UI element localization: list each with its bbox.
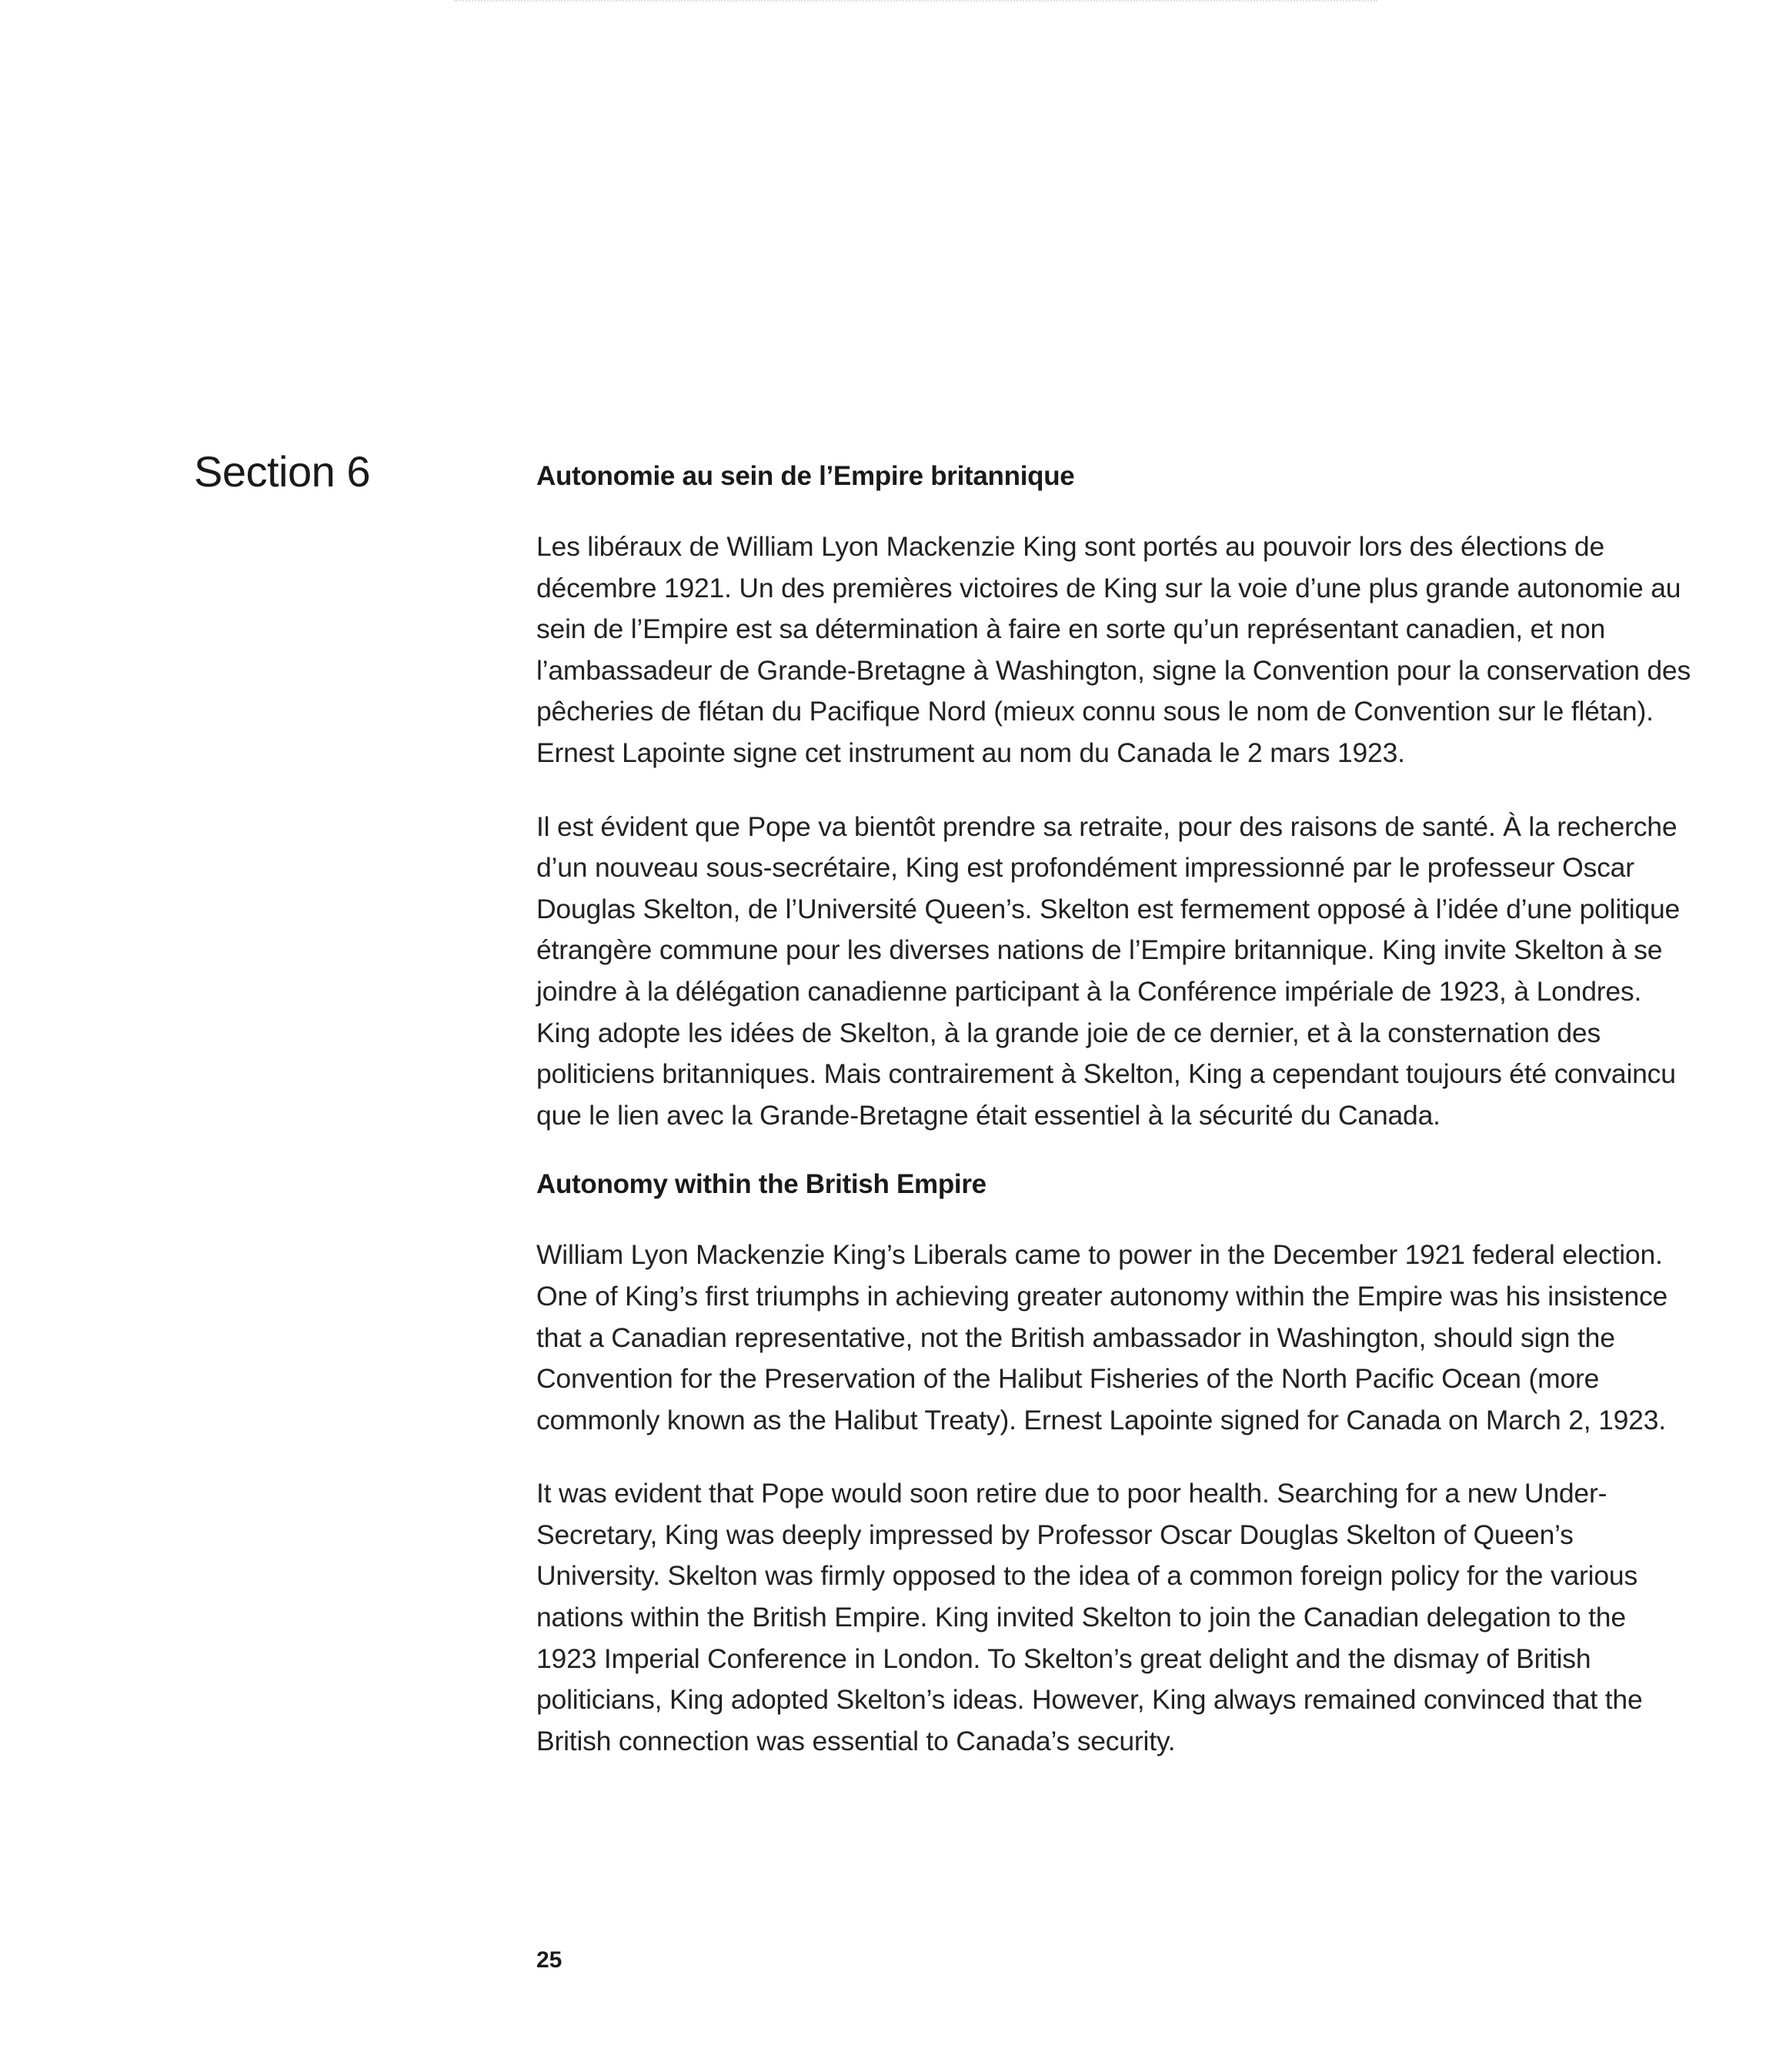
french-paragraph-2: Il est évident que Pope va bientôt prendre sa retraite, pour des raisons de santé. À la recherche d’un nouveau sous-secrétaire, King est profondément impressionné par le professeur Oscar Douglas Skelton, de l’Université Queen’s. Skelton est fermement opposé à l’idée d’une politique étrangère commune pour les diverses nations de l’Empire britannique. King invite Skelton à se joindre à la délégation canadienne participant à la Conférence impériale de 1923, à Londres. King adopte les idées de Skelton, à la grande joie de ce dernier, et à la consternation des politiciens britanniques. Mais contrairement à Skelton, King a cependant toujours été convaincu que le lien avec la Grande-Bretagne était essentiel à la sécurité du Canada. <box>536 810 1681 1131</box>
main-content <box>536 460 1691 1794</box>
english-heading: Autonomy within the British Empire <box>536 1169 986 1200</box>
section-label: Section 6 <box>194 447 370 496</box>
scan-artifact <box>454 0 1377 12</box>
english-paragraph-1: William Lyon Mackenzie King’s Liberals came to power in the December 1921 federal election. One of King’s first triumphs in achieving greater autonomy within the Empire was his insistence that a Canadian representative, not the British ambassador in Washington, should sign the Convention for the Preservation of the Halibut Fisheries of the North Pacific Ocean (more commonly known as the Halibut Treaty). Ernest Lapointe signed for Canada on March 2, 1923. <box>536 1239 1668 1435</box>
french-heading: Autonomie au sein de l’Empire britannique <box>536 461 1075 491</box>
english-paragraph-2: It was evident that Pope would soon retire due to poor health. Searching for a new Under-Secretary, King was deeply impressed by Professor Oscar Douglas Skelton of Queen’s University. Skelton was firmly opposed to the idea of a common foreign policy for the various nations within the British Empire. King invited Skelton to join the Canadian delegation to the 1923 Imperial Conference in London. To Skelton’s great delight and the dismay of British politicians, King adopted Skelton’s ideas. However, King always remained convinced that the British connection was essential to Canada’s security. <box>536 1478 1643 1756</box>
page-number: 25 <box>536 1947 563 1973</box>
french-paragraph-1: Les libéraux de William Lyon Mackenzie King sont portés au pouvoir lors des élections de décembre 1921. Un des premières victoires de King sur la voie d’une plus grande autonomie au sein de l’Empire est sa détermination à faire en sorte qu’un représentant canadien, et non l’ambassadeur de Grande-Bretagne à Washington, signe la Convention pour la conservation des pêcheries de flétan du Pacifique Nord (mieux connu sous le nom de Convention sur le flétan). Ernest Lapointe signe cet instrument au nom du Canada le 2 mars 1923. <box>536 531 1691 768</box>
